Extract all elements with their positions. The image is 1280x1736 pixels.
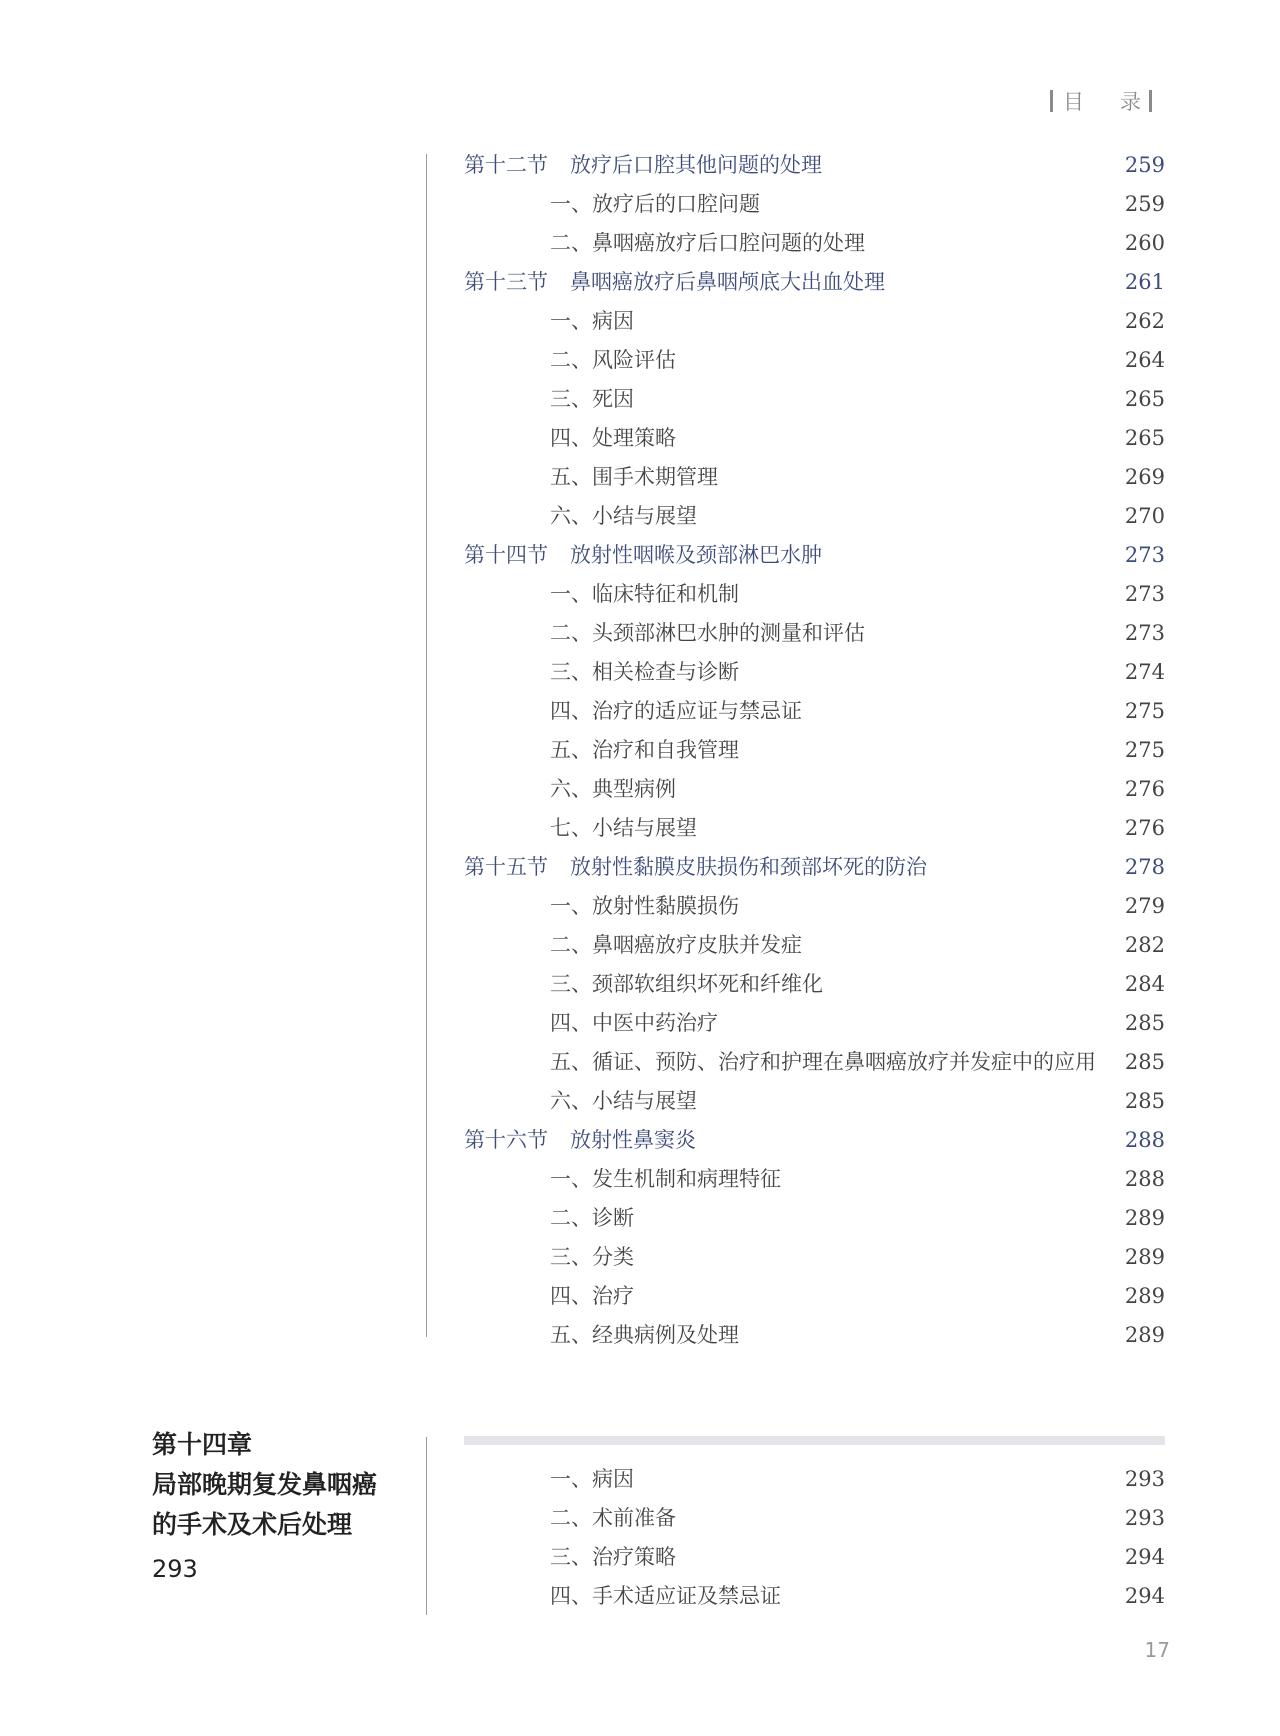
toc-page-number: 278 — [1124, 855, 1165, 879]
toc-item-title: 三、相关检查与诊断 — [550, 660, 739, 684]
toc-page-number: 274 — [1124, 660, 1165, 684]
toc-page-number: 289 — [1124, 1284, 1165, 1308]
toc-page-number: 273 — [1124, 543, 1165, 567]
toc-page-number: 275 — [1124, 738, 1165, 762]
toc-page-number: 285 — [1124, 1011, 1165, 1035]
toc-item-row[interactable] — [426, 1082, 1165, 1121]
toc-item-title: 一、发生机制和病理特征 — [550, 1167, 781, 1191]
toc-page-number: 259 — [1124, 192, 1165, 216]
toc-section-label — [464, 146, 822, 185]
toc-item-title: 二、风险评估 — [550, 348, 676, 372]
toc-section-label — [464, 536, 822, 575]
toc-item-title: 五、经典病例及处理 — [550, 1323, 739, 1347]
toc-item-row[interactable] — [426, 614, 1165, 653]
toc-item-title: 二、鼻咽癌放疗后口腔问题的处理 — [550, 231, 865, 255]
toc-list — [426, 146, 1165, 1355]
toc-item-title: 五、围手术期管理 — [550, 465, 718, 489]
toc-page-number: 259 — [1124, 153, 1165, 177]
toc-section-number: 第十四节 — [464, 543, 548, 567]
toc-item-title: 四、治疗的适应证与禁忌证 — [550, 699, 802, 723]
chapter-title-line-2: 的手术及术后处理 — [152, 1510, 353, 1539]
toc-item-row[interactable] — [426, 341, 1165, 380]
toc-page-number: 262 — [1124, 309, 1165, 333]
toc-page-number: 264 — [1124, 348, 1165, 372]
toc-page-number: 285 — [1124, 1050, 1165, 1074]
toc-page-number: 273 — [1124, 621, 1165, 645]
toc-item-row[interactable] — [426, 1160, 1165, 1199]
toc-item-row[interactable] — [426, 1316, 1165, 1355]
chapter-toc-list — [426, 1460, 1165, 1616]
toc-page-number: 273 — [1124, 582, 1165, 606]
toc-page-number: 275 — [1124, 699, 1165, 723]
toc-page-number: 285 — [1124, 1089, 1165, 1113]
toc-item-title: 一、病因 — [550, 1467, 634, 1491]
toc-section-title: 放射性鼻窦炎 — [570, 1128, 696, 1152]
toc-page-number: 293 — [1124, 1506, 1165, 1530]
toc-item-row[interactable] — [426, 965, 1165, 1004]
chapter-heading — [152, 1425, 422, 1589]
toc-section-title: 鼻咽癌放疗后鼻咽颅底大出血处理 — [570, 270, 885, 294]
toc-item-title: 六、小结与展望 — [550, 1089, 697, 1113]
toc-section-title: 放射性咽喉及颈部淋巴水肿 — [570, 543, 822, 567]
toc-section-number: 第十六节 — [464, 1128, 548, 1152]
toc-section-title: 放疗后口腔其他问题的处理 — [570, 153, 822, 177]
toc-item-title: 四、中医中药治疗 — [550, 1011, 718, 1035]
toc-item-row[interactable] — [426, 926, 1165, 965]
toc-item-row[interactable] — [426, 887, 1165, 926]
toc-item-title: 三、颈部软组织坏死和纤维化 — [550, 972, 823, 996]
toc-item-row[interactable] — [426, 1238, 1165, 1277]
toc-item-title: 六、典型病例 — [550, 777, 676, 801]
header-bar-left — [1050, 90, 1053, 112]
toc-page-number: 293 — [1124, 1467, 1165, 1491]
toc-item-row[interactable] — [426, 692, 1165, 731]
toc-section-row[interactable] — [426, 146, 1165, 185]
toc-item-title: 一、病因 — [550, 309, 634, 333]
toc-page-number: 279 — [1124, 894, 1165, 918]
toc-item-title: 四、治疗 — [550, 1284, 634, 1308]
toc-item-row[interactable] — [426, 224, 1165, 263]
toc-item-row[interactable] — [426, 419, 1165, 458]
toc-item-title: 三、治疗策略 — [550, 1545, 676, 1569]
toc-item-row[interactable] — [426, 302, 1165, 341]
toc-section-label — [464, 848, 927, 887]
toc-section-title: 放射性黏膜皮肤损伤和颈部坏死的防治 — [570, 855, 927, 879]
toc-section-label — [464, 1121, 696, 1160]
toc-item-title: 一、放射性黏膜损伤 — [550, 894, 739, 918]
toc-section-row[interactable] — [426, 1121, 1165, 1160]
running-header — [1050, 86, 1180, 116]
chapter-page: 293 — [152, 1555, 198, 1583]
toc-page-number: 284 — [1124, 972, 1165, 996]
toc-item-title: 六、小结与展望 — [550, 504, 697, 528]
toc-item-row[interactable] — [426, 1538, 1165, 1577]
toc-page-number: 294 — [1124, 1545, 1165, 1569]
toc-section-number: 第十三节 — [464, 270, 548, 294]
toc-item-title: 二、鼻咽癌放疗皮肤并发症 — [550, 933, 802, 957]
toc-item-title: 七、小结与展望 — [550, 816, 697, 840]
toc-page-number: 276 — [1124, 777, 1165, 801]
toc-item-title: 三、死因 — [550, 387, 634, 411]
toc-page-number: 289 — [1124, 1206, 1165, 1230]
toc-item-title: 三、分类 — [550, 1245, 634, 1269]
toc-item-row[interactable] — [426, 653, 1165, 692]
toc-item-title: 二、头颈部淋巴水肿的测量和评估 — [550, 621, 865, 645]
toc-item-row[interactable] — [426, 185, 1165, 224]
toc-item-title: 一、放疗后的口腔问题 — [550, 192, 760, 216]
toc-item-title: 四、手术适应证及禁忌证 — [550, 1584, 781, 1608]
toc-item-row[interactable] — [426, 1460, 1165, 1499]
toc-section-number: 第十五节 — [464, 855, 548, 879]
toc-section-label — [464, 263, 885, 302]
toc-page-number: 289 — [1124, 1245, 1165, 1269]
toc-section-row[interactable] — [426, 536, 1165, 575]
toc-section-row[interactable] — [426, 848, 1165, 887]
page-number: 17 — [1144, 1638, 1170, 1662]
toc-page-number: 294 — [1124, 1584, 1165, 1608]
toc-item-row[interactable] — [426, 1277, 1165, 1316]
toc-page-number: 265 — [1124, 426, 1165, 450]
toc-item-title: 一、临床特征和机制 — [550, 582, 739, 606]
toc-page-number: 269 — [1124, 465, 1165, 489]
toc-section-number: 第十二节 — [464, 153, 548, 177]
toc-page-number: 270 — [1124, 504, 1165, 528]
toc-item-title: 五、循证、预防、治疗和护理在鼻咽癌放疗并发症中的应用 — [550, 1050, 1096, 1074]
toc-page-number: 265 — [1124, 387, 1165, 411]
toc-item-title: 二、术前准备 — [550, 1506, 676, 1530]
toc-page-number: 288 — [1124, 1128, 1165, 1152]
toc-page-number: 289 — [1124, 1323, 1165, 1347]
chapter-number: 第十四章 — [152, 1430, 253, 1459]
toc-item-row[interactable] — [426, 731, 1165, 770]
toc-item-title: 二、诊断 — [550, 1206, 634, 1230]
toc-section-row[interactable] — [426, 263, 1165, 302]
toc-item-row[interactable] — [426, 1004, 1165, 1043]
toc-page-number: 260 — [1124, 231, 1165, 255]
toc-item-row[interactable] — [426, 1577, 1165, 1616]
toc-item-row[interactable] — [426, 1199, 1165, 1238]
toc-item-row[interactable] — [426, 575, 1165, 614]
header-text-lu: 录 — [1120, 90, 1141, 114]
toc-page-number: 288 — [1124, 1167, 1165, 1191]
header-bar-right — [1149, 90, 1152, 112]
toc-item-row[interactable] — [426, 770, 1165, 809]
chapter-divider-bar — [464, 1436, 1165, 1445]
toc-item-row[interactable] — [426, 497, 1165, 536]
toc-item-title: 五、治疗和自我管理 — [550, 738, 739, 762]
toc-page-number: 261 — [1124, 270, 1165, 294]
toc-page-number: 282 — [1124, 933, 1165, 957]
toc-item-row[interactable] — [426, 809, 1165, 848]
toc-item-title: 四、处理策略 — [550, 426, 676, 450]
toc-item-row[interactable] — [426, 1043, 1165, 1082]
toc-page-number: 276 — [1124, 816, 1165, 840]
toc-item-row[interactable] — [426, 1499, 1165, 1538]
toc-item-row[interactable] — [426, 380, 1165, 419]
toc-item-row[interactable] — [426, 458, 1165, 497]
chapter-title-line-1: 局部晚期复发鼻咽癌 — [152, 1470, 378, 1499]
header-text-mu: 目 — [1063, 90, 1084, 114]
